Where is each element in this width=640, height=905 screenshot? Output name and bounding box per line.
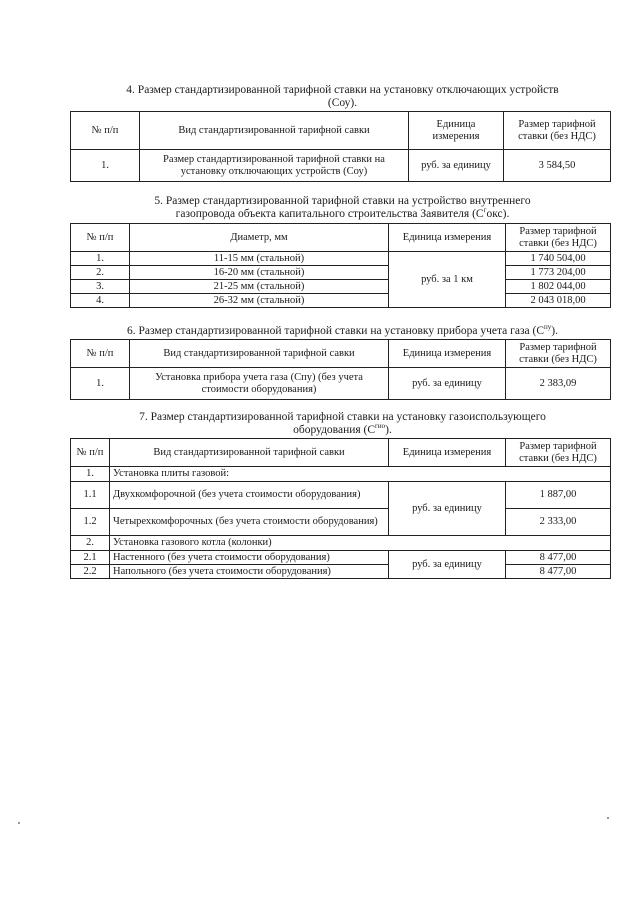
section5-title: [70, 195, 615, 221]
header-unit: Единица измерения: [409, 112, 504, 150]
row-num: 1.: [71, 252, 130, 266]
table-row: [71, 467, 611, 482]
section6-title-line: 6. Размер стандартизированной тарифной ставки на установку прибора учета газа $(С^{пу})$.: [127, 323, 558, 337]
row-unit: руб. за 1 км: [389, 252, 506, 308]
row-num: 1.2: [71, 509, 110, 536]
table-header-row: [71, 340, 611, 368]
section5-title-line2: газопровода объекта капитального строительства Заявителя $(С^гокс)$.: [175, 206, 510, 220]
header-type: Вид стандартизированной тарифной савки: [140, 112, 409, 150]
row-num: 1.: [71, 467, 110, 482]
row-unit: руб. за единицу: [389, 368, 506, 400]
row-value: 2 043 018,00: [506, 294, 611, 308]
row-name: Двухкомфорочной (без учета стоимости оборудования): [110, 482, 389, 509]
row-num: 2.: [71, 536, 110, 551]
scan-speck: [607, 817, 609, 819]
section4-title-line2: (Соу).: [327, 97, 358, 109]
section4-table: [70, 111, 611, 182]
row-value: 3 584,50: [504, 150, 611, 182]
row-num: 1.: [71, 150, 140, 182]
row-unit: руб. за единицу: [389, 551, 506, 579]
header-unit: Единица измерения: [389, 439, 506, 467]
header-num: № п/п: [71, 340, 130, 368]
table-header-row: [71, 112, 611, 150]
header-rate: Размер тарифной ставки (без НДС): [506, 340, 611, 368]
row-value: 1 802 044,00: [506, 280, 611, 294]
row-unit: руб. за единицу: [409, 150, 504, 182]
header-num: № п/п: [71, 112, 140, 150]
row-value: 2 383,09: [506, 368, 611, 400]
table-row: [71, 266, 611, 280]
table-row: [71, 280, 611, 294]
section7-table: [70, 438, 611, 579]
row-value: 1 773 204,00: [506, 266, 611, 280]
row-value: 1 887,00: [506, 482, 611, 509]
table-row: [71, 536, 611, 551]
header-rate: Размер тарифной ставки (без НДС): [506, 439, 611, 467]
section7-title: [70, 411, 615, 437]
table-row: [71, 368, 611, 400]
row-name: Размер стандартизированной тарифной ставки на установку отключающих устройств (Соу): [140, 150, 409, 182]
header-num: № п/п: [71, 224, 130, 252]
table-row: [71, 565, 611, 579]
header-type: Вид стандартизированной тарифной савки: [130, 340, 389, 368]
section4-title: [70, 84, 615, 110]
row-name: 26-32 мм (стальной): [130, 294, 389, 308]
row-value: 8 477,00: [506, 551, 611, 565]
section7-title-line2: оборудования $(С^{гио})$.: [293, 422, 392, 436]
row-num: 1.1: [71, 482, 110, 509]
header-type: Вид стандартизированной тарифной савки: [110, 439, 389, 467]
scan-speck: [18, 822, 20, 824]
row-name: 21-25 мм (стальной): [130, 280, 389, 294]
header-diameter: Диаметр, мм: [130, 224, 389, 252]
table-row: [71, 551, 611, 565]
row-num: 2.1: [71, 551, 110, 565]
header-unit: Единица измерения: [389, 224, 506, 252]
row-unit: руб. за единицу: [389, 482, 506, 536]
row-name: Напольного (без учета стоимости оборудования): [110, 565, 389, 579]
row-name: Установка газового котла (колонки): [110, 536, 611, 551]
row-name: 16-20 мм (стальной): [130, 266, 389, 280]
table-header-row: [71, 439, 611, 467]
row-value: 2 333,00: [506, 509, 611, 536]
section7-title-line1: 7. Размер стандартизированной тарифной ставки на установку газоиспользующего: [139, 411, 546, 423]
row-value: 1 740 504,00: [506, 252, 611, 266]
section6-table: [70, 339, 611, 400]
row-name: Установка плиты газовой:: [110, 467, 611, 482]
row-num: 4.: [71, 294, 130, 308]
table-row: [71, 509, 611, 536]
section4-title-line1: 4. Размер стандартизированной тарифной ставки на установку отключающих устройств: [126, 84, 559, 96]
table-row: [71, 150, 611, 182]
row-name: 11-15 мм (стальной): [130, 252, 389, 266]
header-rate: Размер тарифной ставки (без НДС): [504, 112, 611, 150]
section6-title: [70, 325, 615, 338]
row-name: Настенного (без учета стоимости оборудования): [110, 551, 389, 565]
table-row: [71, 252, 611, 266]
header-rate: Размер тарифной ставки (без НДС): [506, 224, 611, 252]
row-value: 8 477,00: [506, 565, 611, 579]
row-num: 2.: [71, 266, 130, 280]
table-header-row: [71, 224, 611, 252]
header-num: № п/п: [71, 439, 110, 467]
section5-table: [70, 223, 611, 308]
section5-title-line1: 5. Размер стандартизированной тарифной ставки на устройство внутреннего: [154, 195, 531, 207]
row-num: 1.: [71, 368, 130, 400]
row-name: Четырехкомфорочных (без учета стоимости оборудования): [110, 509, 389, 536]
table-row: [71, 482, 611, 509]
row-name: Установка прибора учета газа (Спу) (без учета стоимости оборудования): [130, 368, 389, 400]
table-row: [71, 294, 611, 308]
header-unit: Единица измерения: [389, 340, 506, 368]
row-num: 3.: [71, 280, 130, 294]
row-num: 2.2: [71, 565, 110, 579]
